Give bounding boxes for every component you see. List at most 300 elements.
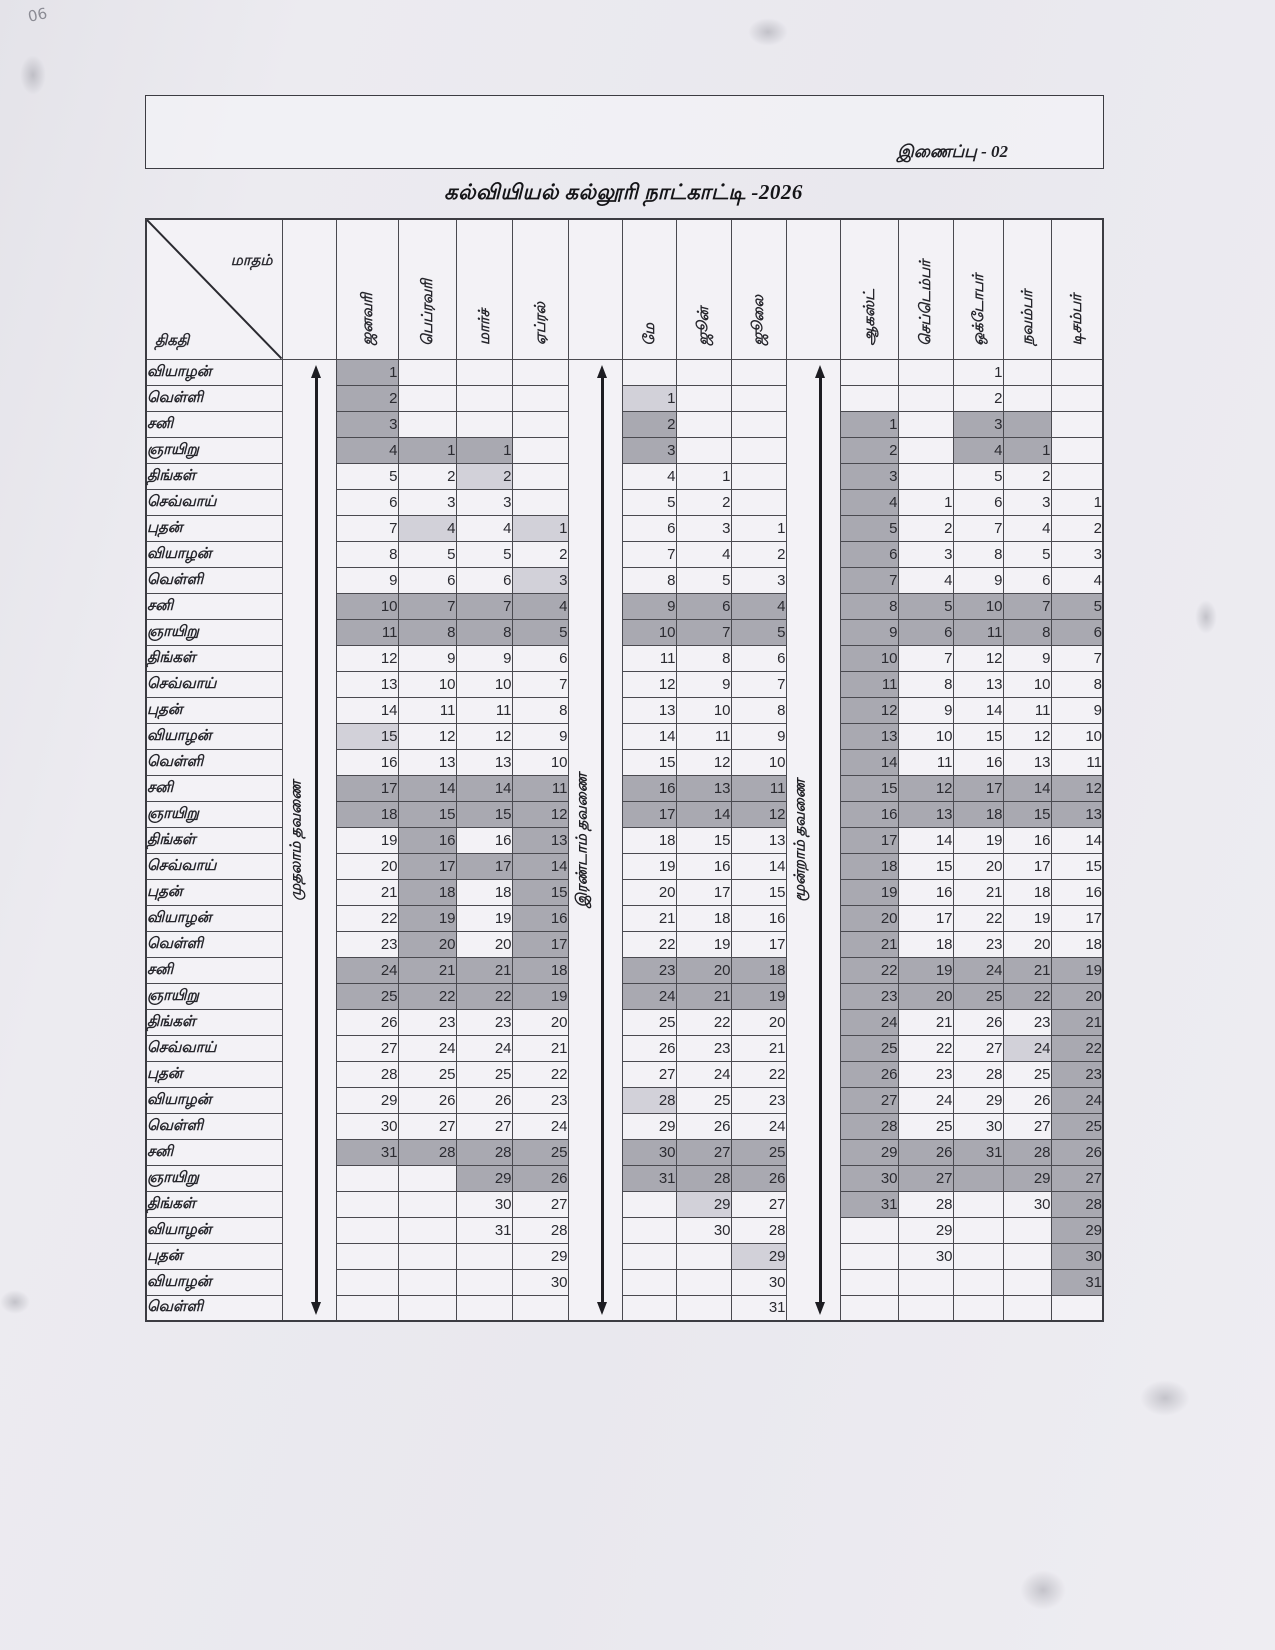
date-cell: 13: [622, 697, 676, 723]
date-cell: 31: [1051, 1269, 1103, 1295]
term-arrow-line: [819, 376, 821, 1305]
date-cell: 4: [1051, 567, 1103, 593]
date-cell: 22: [953, 905, 1003, 931]
date-cell: 6: [512, 645, 568, 671]
date-cell: 19: [622, 853, 676, 879]
date-cell: 15: [1003, 801, 1051, 827]
date-cell: 29: [731, 1243, 786, 1269]
date-cell: 22: [512, 1061, 568, 1087]
date-cell: 22: [1051, 1035, 1103, 1061]
date-cell: 17: [512, 931, 568, 957]
date-cell: 4: [456, 515, 512, 541]
date-cell: 15: [398, 801, 456, 827]
date-cell: 1: [731, 515, 786, 541]
date-cell: 23: [898, 1061, 953, 1087]
date-cell: 29: [840, 1139, 898, 1165]
date-cell: 18: [898, 931, 953, 957]
date-cell: 16: [336, 749, 398, 775]
date-cell: [336, 1165, 398, 1191]
date-cell: [336, 1191, 398, 1217]
term-label: இரண்டாம் தவணை: [574, 772, 590, 907]
date-cell: 9: [676, 671, 731, 697]
date-cell: 27: [1051, 1165, 1103, 1191]
date-cell: 11: [676, 723, 731, 749]
month-header-1: [336, 219, 398, 359]
date-cell: 26: [953, 1009, 1003, 1035]
weekday-cell: திங்கள்: [146, 645, 282, 671]
date-cell: 22: [622, 931, 676, 957]
date-cell: 17: [898, 905, 953, 931]
date-cell: [622, 1243, 676, 1269]
date-cell: 29: [953, 1087, 1003, 1113]
date-cell: 4: [676, 541, 731, 567]
date-cell: 27: [840, 1087, 898, 1113]
date-cell: 11: [336, 619, 398, 645]
date-cell: [898, 385, 953, 411]
date-cell: 9: [840, 619, 898, 645]
date-cell: [840, 1243, 898, 1269]
date-cell: 31: [336, 1139, 398, 1165]
date-cell: 26: [456, 1087, 512, 1113]
date-cell: [731, 489, 786, 515]
date-cell: 1: [456, 437, 512, 463]
date-cell: [1051, 411, 1103, 437]
date-cell: 26: [840, 1061, 898, 1087]
month-header-12: [1051, 219, 1103, 359]
date-cell: 20: [840, 905, 898, 931]
date-cell: 26: [398, 1087, 456, 1113]
date-cell: 14: [676, 801, 731, 827]
date-cell: 12: [1003, 723, 1051, 749]
date-cell: 25: [398, 1061, 456, 1087]
date-cell: 10: [953, 593, 1003, 619]
date-cell: 23: [398, 1009, 456, 1035]
date-cell: [676, 1243, 731, 1269]
date-cell: 20: [1051, 983, 1103, 1009]
date-cell: [512, 359, 568, 385]
date-cell: 1: [953, 359, 1003, 385]
date-cell: [398, 359, 456, 385]
date-cell: [953, 1295, 1003, 1321]
date-cell: 24: [1003, 1035, 1051, 1061]
date-cell: [1003, 1269, 1051, 1295]
date-cell: [898, 437, 953, 463]
date-cell: [398, 1165, 456, 1191]
weekday-cell: ஞாயிறு: [146, 437, 282, 463]
month-header-10: [953, 219, 1003, 359]
date-cell: 31: [456, 1217, 512, 1243]
corner-month-label: மாதம்: [230, 253, 273, 269]
date-cell: [512, 385, 568, 411]
date-cell: 15: [676, 827, 731, 853]
date-cell: 16: [1003, 827, 1051, 853]
date-cell: 21: [398, 957, 456, 983]
weekday-cell: சனி: [146, 775, 282, 801]
weekday-cell: செவ்வாய்: [146, 489, 282, 515]
scan-artifact: [1020, 1570, 1066, 1610]
date-cell: [676, 385, 731, 411]
date-cell: 6: [1051, 619, 1103, 645]
weekday-cell: திங்கள்: [146, 463, 282, 489]
date-cell: 23: [456, 1009, 512, 1035]
date-cell: 12: [731, 801, 786, 827]
date-cell: 5: [676, 567, 731, 593]
date-cell: 15: [898, 853, 953, 879]
term-label: முதலாம் தவணை: [288, 779, 304, 900]
date-cell: 26: [731, 1165, 786, 1191]
date-cell: 12: [622, 671, 676, 697]
term-column-header: [568, 219, 622, 359]
date-cell: [512, 463, 568, 489]
date-cell: 15: [336, 723, 398, 749]
date-cell: 8: [456, 619, 512, 645]
date-cell: 28: [731, 1217, 786, 1243]
date-cell: 24: [456, 1035, 512, 1061]
date-cell: 7: [622, 541, 676, 567]
weekday-cell: புதன்: [146, 697, 282, 723]
date-cell: 10: [336, 593, 398, 619]
date-cell: 8: [1051, 671, 1103, 697]
date-cell: 18: [731, 957, 786, 983]
date-cell: [456, 1295, 512, 1321]
date-cell: 2: [840, 437, 898, 463]
date-cell: 6: [953, 489, 1003, 515]
date-cell: 27: [456, 1113, 512, 1139]
date-cell: 11: [840, 671, 898, 697]
date-cell: 13: [1051, 801, 1103, 827]
date-cell: 24: [898, 1087, 953, 1113]
date-cell: 10: [398, 671, 456, 697]
date-cell: [456, 1243, 512, 1269]
date-cell: 12: [336, 645, 398, 671]
scan-artifact: [1140, 1380, 1190, 1416]
date-cell: 27: [898, 1165, 953, 1191]
date-cell: 15: [840, 775, 898, 801]
date-cell: 25: [840, 1035, 898, 1061]
date-cell: 27: [731, 1191, 786, 1217]
date-cell: [731, 385, 786, 411]
date-cell: 25: [676, 1087, 731, 1113]
date-cell: 2: [676, 489, 731, 515]
date-cell: 22: [398, 983, 456, 1009]
date-cell: [622, 1217, 676, 1243]
date-cell: 6: [840, 541, 898, 567]
date-cell: 19: [336, 827, 398, 853]
date-cell: 29: [512, 1243, 568, 1269]
date-cell: [898, 463, 953, 489]
date-cell: 5: [731, 619, 786, 645]
date-cell: 4: [731, 593, 786, 619]
month-name: மார்ச்: [476, 309, 493, 346]
date-cell: 12: [456, 723, 512, 749]
date-cell: 26: [1003, 1087, 1051, 1113]
date-cell: 9: [1051, 697, 1103, 723]
date-cell: 6: [1003, 567, 1051, 593]
date-cell: 27: [398, 1113, 456, 1139]
date-cell: 19: [456, 905, 512, 931]
date-cell: 16: [456, 827, 512, 853]
date-cell: 31: [731, 1295, 786, 1321]
date-cell: 1: [1003, 437, 1051, 463]
date-cell: 22: [1003, 983, 1051, 1009]
date-cell: 1: [676, 463, 731, 489]
date-cell: 11: [512, 775, 568, 801]
date-cell: 18: [512, 957, 568, 983]
date-cell: 1: [512, 515, 568, 541]
date-cell: 4: [898, 567, 953, 593]
date-cell: 19: [953, 827, 1003, 853]
weekday-cell: வியாழன்: [146, 1269, 282, 1295]
date-cell: [622, 1269, 676, 1295]
date-cell: 15: [953, 723, 1003, 749]
date-cell: [456, 359, 512, 385]
date-cell: 1: [840, 411, 898, 437]
weekday-cell: செவ்வாய்: [146, 853, 282, 879]
weekday-cell: புதன்: [146, 879, 282, 905]
month-name: ஒக்டோபர்: [970, 273, 987, 346]
date-cell: 12: [512, 801, 568, 827]
date-cell: 16: [953, 749, 1003, 775]
calendar-table: [145, 218, 1104, 1322]
weekday-cell: வெள்ளி: [146, 1295, 282, 1321]
date-cell: [398, 1295, 456, 1321]
date-cell: [676, 359, 731, 385]
date-cell: [676, 411, 731, 437]
date-cell: [898, 359, 953, 385]
date-cell: 31: [622, 1165, 676, 1191]
date-cell: 17: [1003, 853, 1051, 879]
date-cell: 5: [953, 463, 1003, 489]
date-cell: 22: [731, 1061, 786, 1087]
date-cell: 24: [1051, 1087, 1103, 1113]
date-cell: 29: [676, 1191, 731, 1217]
date-cell: 24: [953, 957, 1003, 983]
date-cell: [840, 359, 898, 385]
date-cell: 9: [731, 723, 786, 749]
date-cell: 20: [953, 853, 1003, 879]
pencil-mark: 06: [26, 4, 49, 26]
date-cell: 16: [840, 801, 898, 827]
date-cell: 17: [336, 775, 398, 801]
date-cell: 8: [898, 671, 953, 697]
date-cell: 24: [622, 983, 676, 1009]
date-cell: 8: [1003, 619, 1051, 645]
date-cell: 3: [622, 437, 676, 463]
date-cell: 29: [1051, 1217, 1103, 1243]
date-cell: [1003, 411, 1051, 437]
date-cell: 30: [336, 1113, 398, 1139]
date-cell: 11: [1051, 749, 1103, 775]
date-cell: [840, 385, 898, 411]
date-cell: 28: [456, 1139, 512, 1165]
weekday-cell: செவ்வாய்: [146, 1035, 282, 1061]
date-cell: [336, 1295, 398, 1321]
weekday-cell: சனி: [146, 411, 282, 437]
date-cell: 28: [336, 1061, 398, 1087]
date-cell: 6: [622, 515, 676, 541]
date-cell: 3: [731, 567, 786, 593]
term-span-3: [786, 359, 840, 1321]
weekday-cell: வெள்ளி: [146, 931, 282, 957]
date-cell: 19: [898, 957, 953, 983]
date-cell: 20: [1003, 931, 1051, 957]
date-cell: 9: [622, 593, 676, 619]
term-span-2: [568, 359, 622, 1321]
date-cell: [731, 437, 786, 463]
month-name: ஆகஸ்ட்: [861, 288, 878, 346]
date-cell: 4: [512, 593, 568, 619]
month-header-5: [622, 219, 676, 359]
date-cell: 21: [898, 1009, 953, 1035]
date-cell: [336, 1269, 398, 1295]
date-cell: 17: [731, 931, 786, 957]
date-cell: 28: [1003, 1139, 1051, 1165]
date-cell: 16: [898, 879, 953, 905]
weekday-cell: திங்கள்: [146, 1191, 282, 1217]
date-cell: 4: [840, 489, 898, 515]
date-cell: 14: [840, 749, 898, 775]
date-cell: 21: [1051, 1009, 1103, 1035]
date-cell: 17: [676, 879, 731, 905]
date-cell: 18: [398, 879, 456, 905]
date-cell: 5: [840, 515, 898, 541]
date-cell: 13: [676, 775, 731, 801]
date-cell: 11: [622, 645, 676, 671]
date-cell: 8: [840, 593, 898, 619]
weekday-cell: திங்கள்: [146, 1009, 282, 1035]
date-cell: 3: [1051, 541, 1103, 567]
date-cell: 28: [1051, 1191, 1103, 1217]
date-cell: 21: [512, 1035, 568, 1061]
date-cell: 12: [676, 749, 731, 775]
date-cell: 17: [456, 853, 512, 879]
date-cell: 14: [622, 723, 676, 749]
date-cell: 8: [398, 619, 456, 645]
date-cell: 2: [512, 541, 568, 567]
date-cell: 19: [1003, 905, 1051, 931]
date-cell: [622, 1295, 676, 1321]
date-cell: [398, 385, 456, 411]
date-cell: 13: [731, 827, 786, 853]
date-cell: 26: [1051, 1139, 1103, 1165]
date-cell: 9: [456, 645, 512, 671]
date-cell: 7: [953, 515, 1003, 541]
weekday-cell: வியாழன்: [146, 723, 282, 749]
date-cell: 3: [398, 489, 456, 515]
date-cell: 7: [336, 515, 398, 541]
date-cell: 11: [953, 619, 1003, 645]
date-cell: [1051, 437, 1103, 463]
date-cell: 14: [336, 697, 398, 723]
date-cell: [1051, 359, 1103, 385]
date-cell: [398, 1243, 456, 1269]
date-cell: 7: [398, 593, 456, 619]
date-cell: 27: [512, 1191, 568, 1217]
header-box: [145, 95, 1104, 169]
date-cell: 9: [512, 723, 568, 749]
date-cell: 14: [512, 853, 568, 879]
date-cell: 21: [840, 931, 898, 957]
date-cell: 12: [953, 645, 1003, 671]
date-cell: 7: [731, 671, 786, 697]
date-cell: [1003, 1295, 1051, 1321]
date-cell: 30: [840, 1165, 898, 1191]
date-cell: 5: [336, 463, 398, 489]
date-cell: 13: [953, 671, 1003, 697]
date-cell: 16: [398, 827, 456, 853]
date-cell: 2: [731, 541, 786, 567]
date-cell: 11: [731, 775, 786, 801]
date-cell: 3: [456, 489, 512, 515]
term-arrow-line: [315, 376, 317, 1305]
date-cell: 21: [676, 983, 731, 1009]
date-cell: 28: [898, 1191, 953, 1217]
date-cell: 19: [731, 983, 786, 1009]
weekday-cell: புதன்: [146, 1243, 282, 1269]
date-cell: 5: [512, 619, 568, 645]
date-cell: 22: [898, 1035, 953, 1061]
date-cell: 21: [731, 1035, 786, 1061]
weekday-cell: ஞாயிறு: [146, 801, 282, 827]
date-cell: 13: [1003, 749, 1051, 775]
date-cell: 2: [622, 411, 676, 437]
date-cell: 3: [336, 411, 398, 437]
date-cell: 10: [840, 645, 898, 671]
weekday-cell: சனி: [146, 1139, 282, 1165]
corner-date-label: திகதி: [155, 332, 190, 349]
date-cell: 23: [840, 983, 898, 1009]
date-cell: [456, 385, 512, 411]
date-cell: 8: [336, 541, 398, 567]
date-cell: 9: [398, 645, 456, 671]
date-cell: 19: [398, 905, 456, 931]
date-cell: 22: [456, 983, 512, 1009]
date-cell: 9: [1003, 645, 1051, 671]
weekday-cell: புதன்: [146, 515, 282, 541]
date-cell: 13: [512, 827, 568, 853]
date-cell: [731, 463, 786, 489]
date-cell: 4: [1003, 515, 1051, 541]
month-name: பெப்ரவரி: [419, 278, 436, 346]
date-cell: 29: [336, 1087, 398, 1113]
month-name: டிசம்பர்: [1069, 294, 1086, 346]
date-cell: 21: [622, 905, 676, 931]
date-cell: 20: [398, 931, 456, 957]
date-cell: 17: [398, 853, 456, 879]
page-title: கல்வியியல் கல்லூரி நாட்காட்டி -2026: [444, 180, 803, 204]
date-cell: 11: [456, 697, 512, 723]
weekday-cell: செவ்வாய்: [146, 671, 282, 697]
date-cell: 30: [1051, 1243, 1103, 1269]
month-header-8: [840, 219, 898, 359]
date-cell: [953, 1269, 1003, 1295]
date-cell: [898, 1295, 953, 1321]
date-cell: 20: [622, 879, 676, 905]
date-cell: 18: [840, 853, 898, 879]
date-cell: 25: [898, 1113, 953, 1139]
date-cell: 5: [1003, 541, 1051, 567]
date-cell: [1003, 1217, 1051, 1243]
date-cell: 26: [898, 1139, 953, 1165]
date-cell: 5: [456, 541, 512, 567]
date-cell: [398, 411, 456, 437]
date-cell: 16: [512, 905, 568, 931]
date-cell: 24: [336, 957, 398, 983]
date-cell: 27: [1003, 1113, 1051, 1139]
date-cell: 8: [676, 645, 731, 671]
date-cell: 14: [731, 853, 786, 879]
date-cell: 10: [512, 749, 568, 775]
